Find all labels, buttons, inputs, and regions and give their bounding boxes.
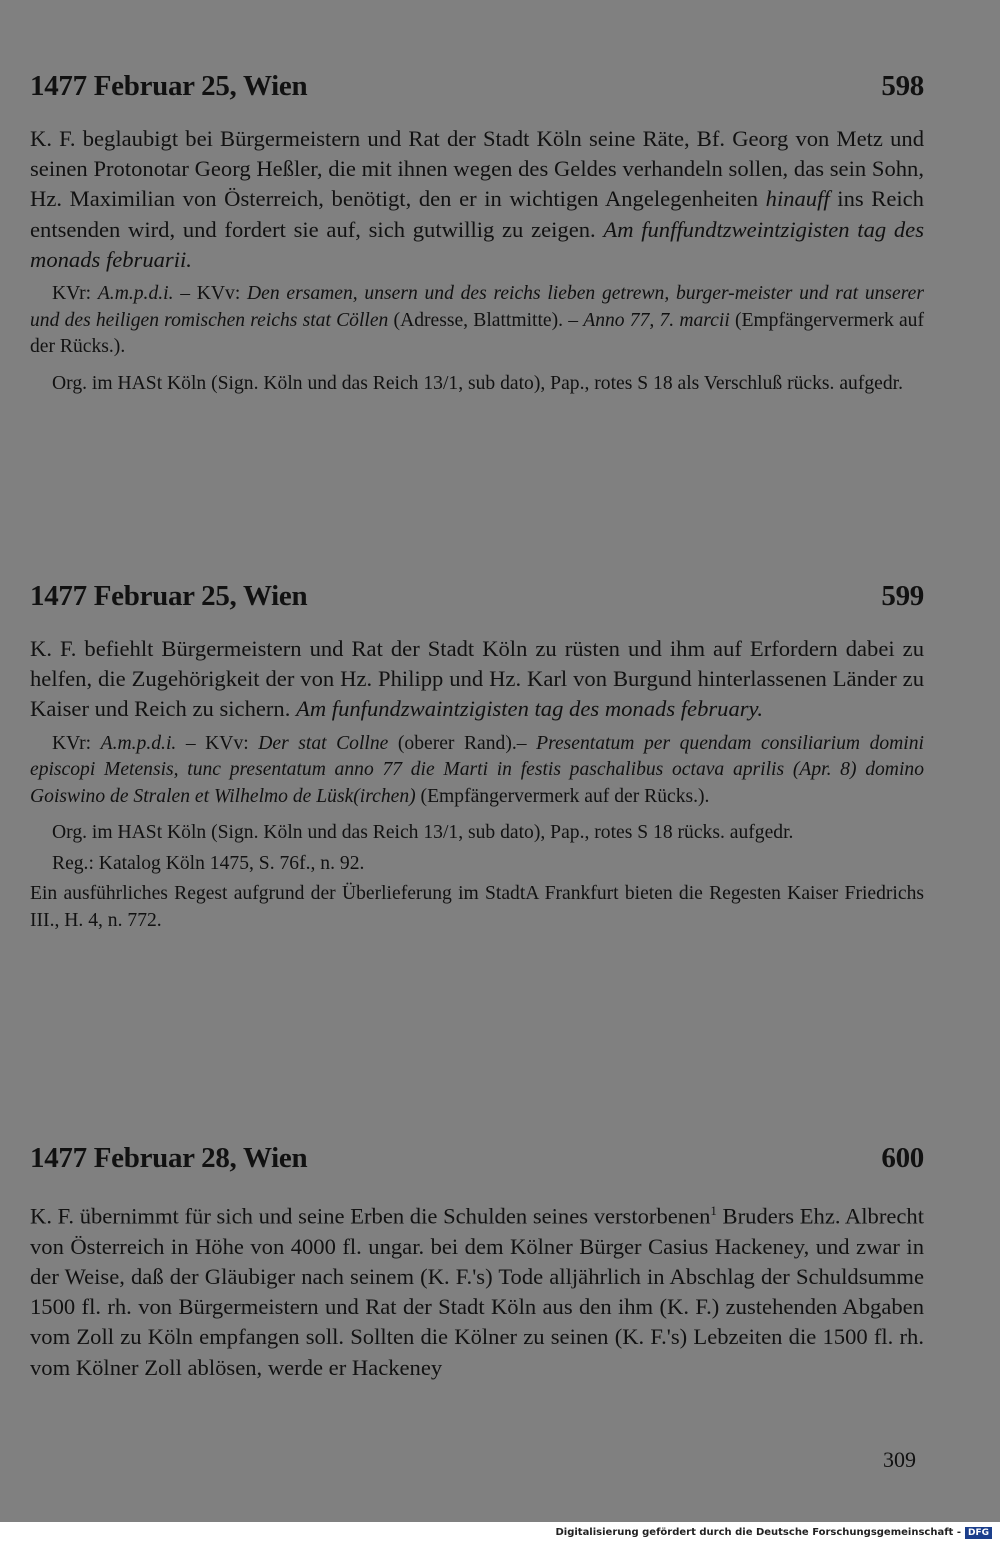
digitization-footer [0,1522,1000,1543]
italic-run: Anno 77, 7. marcii [583,309,730,331]
org-note: Org. im HASt Köln (Sign. Köln und das Reich 13/1, sub dato), Pap., rotes S 18 rücks. aufgedr. [52,822,794,844]
italic-run: hinauff [765,186,830,212]
italic-run: Presentatum per quendam consiliarium domini episcopi Metensis, tunc presentatum anno 77 die Marti in festis paschalibus octava aprilis (Apr. 8) domino Goiswino de Stralen et Wilhelmo de Lüsk(irchen) [30,732,924,807]
kv-note [30,281,924,361]
entry-number: 599 [881,580,924,612]
entry-date-place: 1477 Februar 25, Wien [30,580,308,612]
entry-heading [30,70,924,110]
text-run: K. F. befiehlt Bürgermeistern und Rat der Stadt Köln zu rüsten und ihm auf Erfordern dabei zu helfen, die Zugehörigkeit der von Hz. Philipp und Hz. Karl von Burgund hinterlassenen Länder zu Kaiser und Reich zu sichern. [30,636,924,722]
text-run: Bruders Ehz. Albrecht von Österreich in Höhe von 4000 fl. ungar. bei dem Kölner Bürger Casius Hackeney, und zwar in der Weise, daß der Gläubiger nach seinem (K. F.'s) Tode alljährlich in Abschlag der Schuldsumme 1500 fl. rh. von Bürgermeistern und Rat der Stadt Köln aus den ihm (K. F.) zustehenden Abgaben vom Zoll zu Köln empfangen soll. Sollten die Kölner zu seinen (K. F.'s) Lebzeiten die 1500 fl. rh. vom Kölner Zoll ablösen, werde er Hackeney [30,1203,924,1380]
italic-run: A.m.p.d.i. [100,732,177,754]
reg-note: Reg.: Katalog Köln 1475, S. 76f., n. 92. [52,852,365,874]
entry-date-place: 1477 Februar 28, Wien [30,1142,308,1174]
regest-entry-599 [30,580,924,934]
literature-note: Ein ausführliches Regest aufgrund der Überlieferung im StadtA Frankfurt bieten die Regesten Kaiser Friedrichs III., H. 4, n. 772. [30,883,924,931]
entry-date-place: 1477 Februar 25, Wien [30,70,308,102]
text-run: ins Reich entsenden wird, und fordert sie auf, sich gutwillig zu zeigen. [30,186,924,242]
text-run: K. F. beglaubigt bei Bürgermeistern und Rat der Stadt Köln seine Räte, Bf. Georg von Metz und seinen Protonotar Georg Heßler, die mit ihnen wegen des Geldes verhandeln sollen, das sein Sohn, Hz. Maximilian von Österreich, benötigt, den er in wichtigen Angelegenheiten [30,126,924,212]
text-run: K. F. übernimmt für sich und seine Erben die Schulden seines verstorbenen [30,1203,711,1229]
text-run: KVr: [52,283,98,305]
regest-text [30,634,924,725]
text-run: – KVv: [176,732,259,754]
italic-run: Am funfundzwaintzigisten tag des monads february. [296,696,763,722]
org-note: Org. im HASt Köln (Sign. Köln und das Reich 13/1, sub dato), Pap., rotes S 18 als Verschluß rücks. aufgedr. [52,372,903,394]
text-run: (Adresse, Blattmitte). – [388,309,584,331]
page-number: 309 [883,1447,916,1472]
italic-run: Den ersamen, unsern und des reichs lieben getrewn, burger-meister und rat unserer und des heiligen romischen reichs stat Cöllen [30,283,924,331]
entry-number: 600 [881,1142,924,1174]
text-run: (oberer Rand).– [388,732,537,754]
italic-run: A.m.p.d.i. [97,283,174,305]
italic-run: Am funffundtzweintzigisten tag des monads februarii. [30,216,925,272]
regest-text [30,1196,924,1383]
text-run: (Empfängervermerk auf der Rücks.). [415,785,710,807]
regest-entry-598 [30,70,924,397]
text-run: KVr: [52,732,101,754]
text-run: – KVv: [173,283,248,305]
kv-note [30,731,924,811]
entry-heading [30,580,924,620]
entry-heading [30,1142,924,1182]
dfg-logo: DFG [965,1527,992,1539]
regest-entry-600 [30,1142,924,1383]
footnote-marker: 1 [710,1203,717,1218]
footer-credit: Digitalisierung gefördert durch die Deutsche Forschungsgemeinschaft - [555,1527,961,1538]
text-run: (Empfängervermerk auf der Rücks.). [30,309,924,358]
regest-text [30,124,924,275]
italic-run: Der stat Collne [258,732,389,754]
entry-number: 598 [881,70,924,102]
